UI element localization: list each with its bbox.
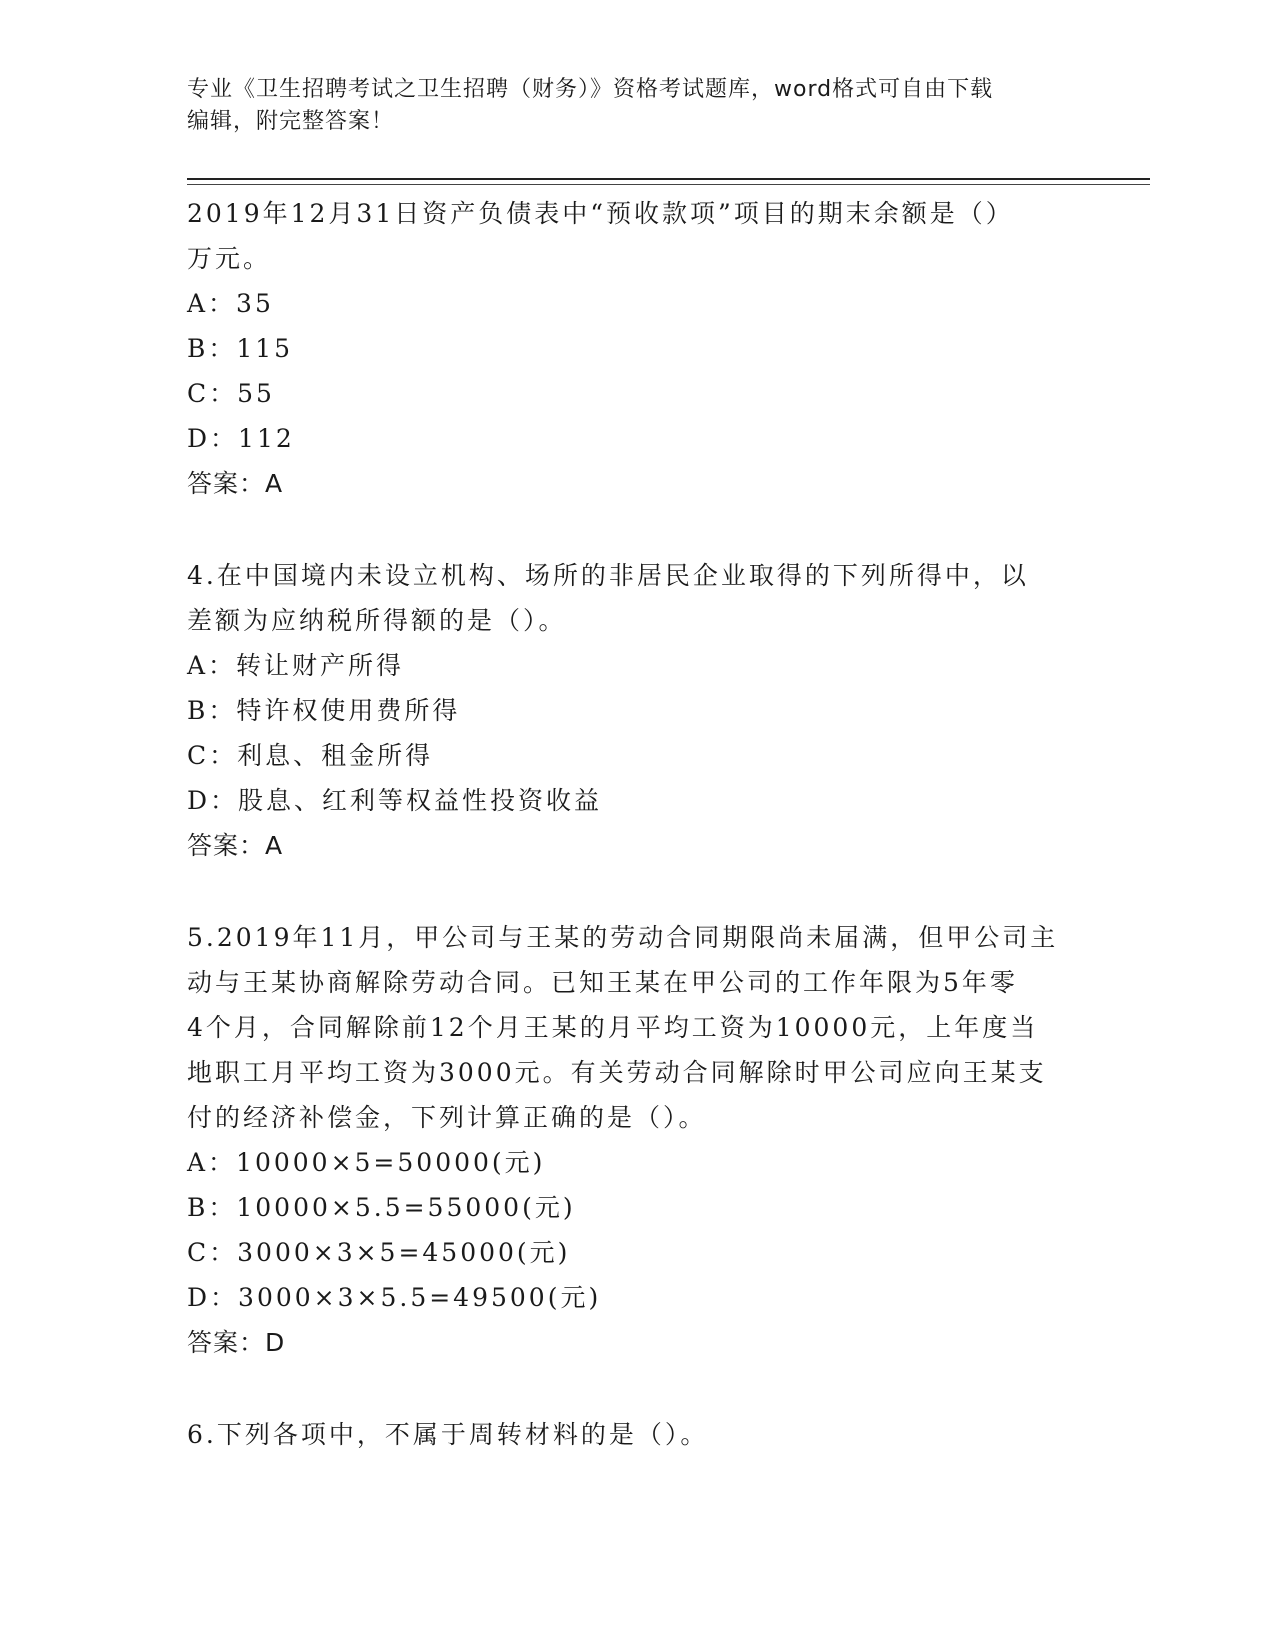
header-line: 编辑，附完整答案！ bbox=[187, 109, 395, 134]
question-stem-line: 4个月，合同解除前12个月王某的月平均工资为10000元，上年度当 bbox=[187, 1013, 1039, 1042]
question-list bbox=[187, 191, 1087, 1457]
question-stem-line: 4.在中国境内未设立机构、场所的非居民企业取得的下列所得中，以 bbox=[187, 561, 1029, 590]
question-block bbox=[187, 553, 1087, 868]
question-block bbox=[187, 915, 1087, 1365]
header-divider-thin bbox=[187, 184, 1150, 185]
question-stem-line: 万元。 bbox=[187, 244, 272, 273]
option-d: D：3000×3×5.5=49500(元) bbox=[187, 1283, 602, 1312]
question-block bbox=[187, 191, 1087, 506]
question-stem-line: 动与王某协商解除劳动合同。已知王某在甲公司的工作年限为5年零 bbox=[187, 968, 1018, 997]
answer-line: 答案：A bbox=[187, 831, 284, 860]
answer-line: 答案：D bbox=[187, 1328, 286, 1357]
question-spacer bbox=[187, 506, 1087, 553]
question-stem-line: 差额为应纳税所得额的是（）。 bbox=[187, 606, 567, 635]
option-c: C：利息、租金所得 bbox=[187, 741, 434, 770]
option-c: C：3000×3×5=45000(元) bbox=[187, 1238, 571, 1267]
option-b: B：10000×5.5=55000(元) bbox=[187, 1193, 576, 1222]
question-spacer bbox=[187, 868, 1087, 915]
document-header bbox=[187, 74, 1067, 138]
option-b: B：特许权使用费所得 bbox=[187, 696, 461, 725]
header-divider bbox=[187, 178, 1150, 180]
question-stem-line: 2019年12月31日资产负债表中“预收款项”项目的期末余额是（） bbox=[187, 199, 1014, 228]
option-b: B：115 bbox=[187, 334, 294, 363]
option-c: C：55 bbox=[187, 379, 275, 408]
question-stem-line: 付的经济补偿金，下列计算正确的是（）。 bbox=[187, 1103, 707, 1132]
option-d: D：股息、红利等权益性投资收益 bbox=[187, 786, 603, 815]
option-a: A：35 bbox=[187, 289, 274, 318]
answer-line: 答案：A bbox=[187, 469, 284, 498]
question-spacer bbox=[187, 1365, 1087, 1412]
option-a: A：10000×5=50000(元) bbox=[187, 1148, 546, 1177]
question-stem-line: 地职工月平均工资为3000元。有关劳动合同解除时甲公司应向王某支 bbox=[187, 1058, 1047, 1087]
question-stem-line: 6.下列各项中，不属于周转材料的是（）。 bbox=[187, 1420, 709, 1449]
option-a: A：转让财产所得 bbox=[187, 651, 405, 680]
header-line: 专业《卫生招聘考试之卫生招聘（财务）》资格考试题库，word格式可自由下载 bbox=[187, 77, 994, 102]
option-d: D：112 bbox=[187, 424, 295, 453]
question-block bbox=[187, 1412, 1087, 1457]
question-stem-line: 5.2019年11月，甲公司与王某的劳动合同期限尚未届满，但甲公司主 bbox=[187, 923, 1059, 952]
